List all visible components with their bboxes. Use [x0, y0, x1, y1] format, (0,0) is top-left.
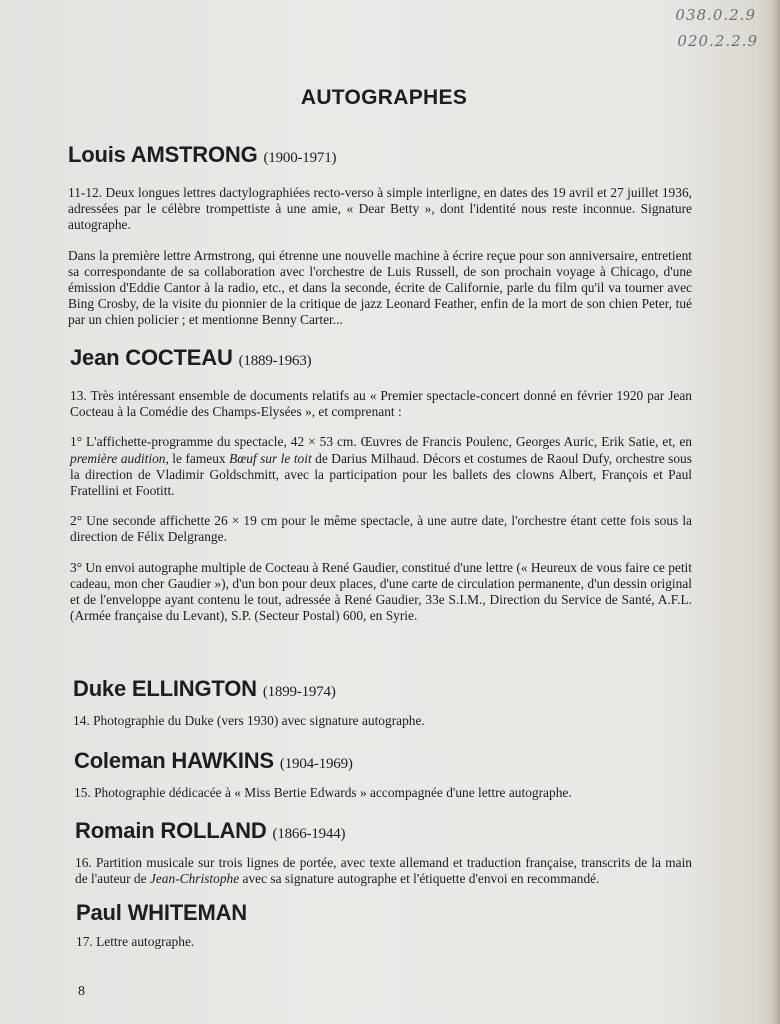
author-name: Coleman HAWKINS	[74, 748, 274, 773]
author-dates: (1899-1974)	[262, 684, 336, 700]
lot-description: 15. Photographie dédicacée à « Miss Bertie Edwards » accompagnée d'une lettre autographe.	[74, 785, 572, 800]
section-heading	[76, 900, 692, 926]
author-name: Duke ELLINGTON	[73, 676, 257, 701]
page-title: AUTOGRAPHES	[300, 86, 468, 109]
lot-description: 11-12. Deux longues lettres dactylographiées recto-verso à simple interligne, en dates des 19 avril et 27 juillet 1936, adressées par le célèbre trompettiste à une amie, « Dear Betty », dont l'identité nous reste inconnue. Signature autographe.	[68, 185, 692, 233]
section-hawkins	[74, 748, 692, 801]
section-cocteau	[70, 345, 692, 624]
section-heading	[70, 345, 692, 374]
section-heading	[68, 142, 692, 171]
lot-description: 14. Photographie du Duke (vers 1930) avec signature autographe.	[73, 713, 425, 728]
lot-description: 17. Lettre autographe.	[76, 934, 195, 949]
lot-item-3: 3° Un envoi autographe multiple de Cocteau à René Gaudier, constitué d'une lettre (« Heureux de vous faire ce petit cadeau, mon cher Gaudier »), d'un bon pour deux places, d'une carte de circulation permanente, d'un dessin original et de l'enveloppe ayant contenu le tout, adressée à René Gaudier, 33e S.I.M., Direction du Service de Santé, A.F.L. (Armée française du Levant), S.P. (Secteur Postal) 600, en Syrie.	[70, 559, 692, 624]
section-amstrong	[68, 142, 692, 329]
handwritten-annotation-2: 020.2.2.9	[677, 32, 758, 50]
author-name: Romain ROLLAND	[75, 818, 267, 843]
lot-item-1: 1° L'affichette-programme du spectacle, 42 × 53 cm. Œuvres de Francis Poulenc, Georges Auric, Erik Satie, et, en première audition, le fameux Bœuf sur le toit de Darius Milhaud. Décors et costumes de Raoul Dufy, orchestre sous la direction de Vladimir Goldschmitt, avec la participation pour les ballets des clowns Albert, François et Paul Fratellini et Footitt.	[70, 434, 692, 499]
author-name: Louis AMSTRONG	[68, 142, 258, 167]
handwritten-annotation-1: 038.0.2.9	[675, 6, 756, 24]
section-heading	[74, 748, 692, 777]
lot-commentary: Dans la première lettre Armstrong, qui étrenne une nouvelle machine à écrire reçue pour son anniversaire, entretient sa correspondante de sa collaboration avec l'orchestre de Luis Russell, de son prochain voyage à Chicago, d'une émission d'Eddie Cantor à la radio, etc., et dans la seconde, écrite de Californie, parle du film qu'il va tourner avec Bing Crosby, de la visite du pionnier de la critique de jazz Leonard Feather, enfin de la mort de son chien Peter, tué par un chien policier ; et mentionne Benny Carter...	[68, 247, 692, 328]
lot-description: 13. Très intéressant ensemble de documents relatifs au « Premier spectacle-concert donné en février 1920 par Jean Cocteau à la Comédie des Champs-Elysées », et comprenant :	[70, 388, 692, 420]
author-name: Paul WHITEMAN	[76, 900, 247, 925]
author-dates: (1866-1944)	[272, 826, 346, 842]
lot-description: 16. Partition musicale sur trois lignes de portée, avec texte allemand et traduction française, transcrits de la main de l'auteur de Jean-Christophe avec sa signature autographe et l'étiquette d'envoi en recommandé.	[75, 855, 692, 887]
author-dates: (1900-1971)	[263, 150, 337, 166]
section-rolland	[75, 818, 692, 887]
section-heading	[73, 676, 692, 705]
page-edge	[772, 0, 780, 1024]
page-number: 8	[78, 984, 85, 999]
section-heading	[75, 818, 692, 847]
section-whiteman	[76, 900, 692, 950]
section-ellington	[73, 676, 692, 729]
author-dates: (1889-1963)	[238, 353, 312, 369]
author-dates: (1904-1969)	[279, 756, 353, 772]
author-name: Jean COCTEAU	[70, 345, 233, 370]
lot-item-2: 2° Une seconde affichette 26 × 19 cm pour le même spectacle, à une autre date, l'orchestre étant cette fois sous la direction de Félix Delgrange.	[70, 513, 692, 545]
